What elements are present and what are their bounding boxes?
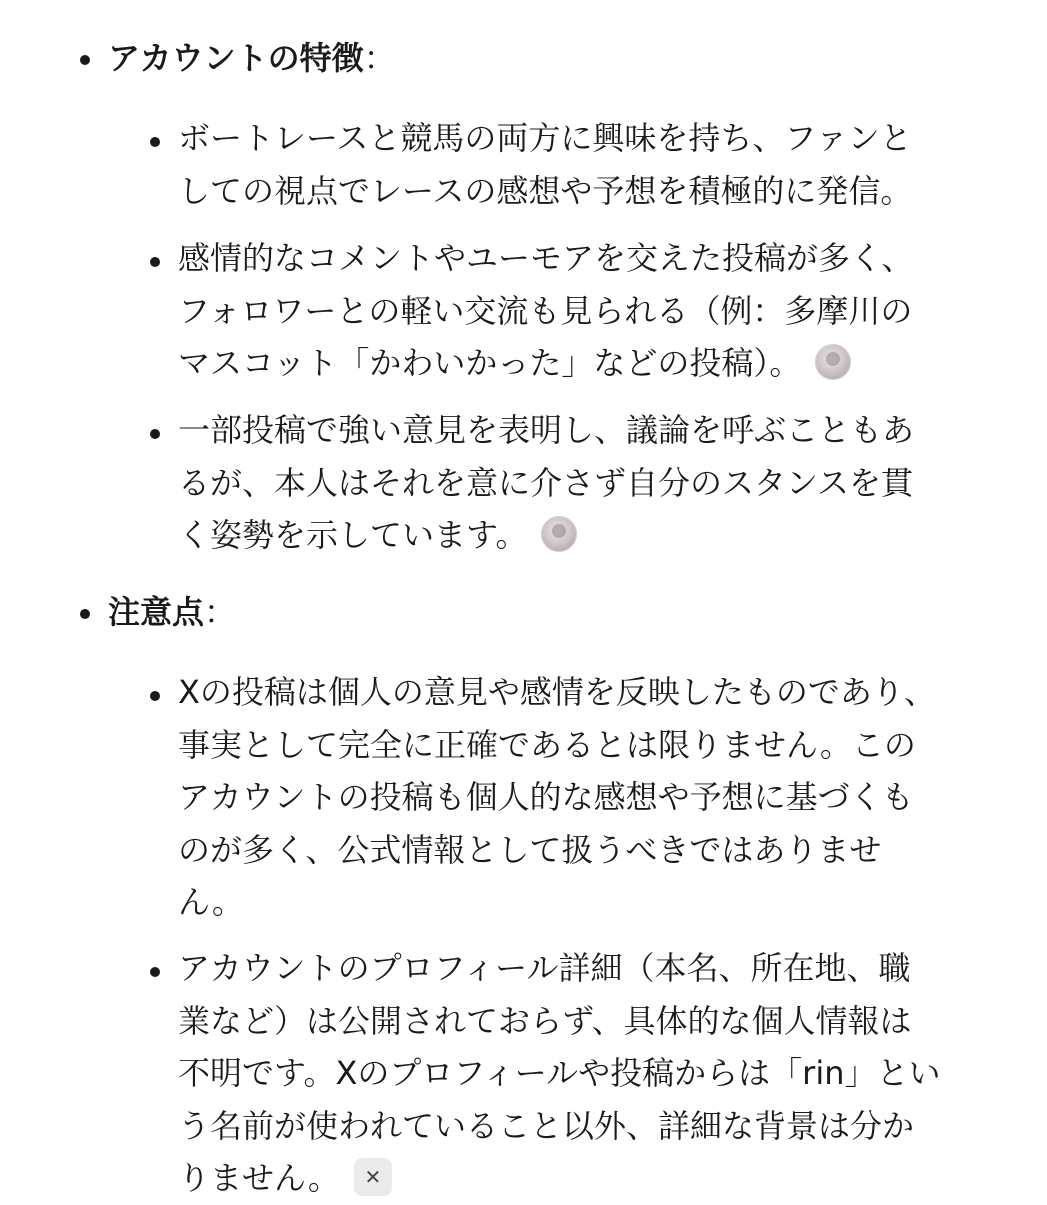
text-line: 感情的なコメントやユーモアを交えた投稿が多く、 bbox=[178, 239, 914, 277]
text-line: Xの投稿は個人の意見や感情を反映したものであり、 bbox=[178, 673, 936, 711]
bullet-icon bbox=[150, 429, 160, 439]
text-line: るが、本人はそれを意に介さず自分のスタンスを貫 bbox=[178, 463, 914, 502]
list-item-text bbox=[178, 232, 988, 390]
list-item-text bbox=[178, 112, 988, 217]
text-line: フォロワーとの軽い交流も見られる（例：多摩川の bbox=[178, 291, 913, 330]
list-item-text bbox=[178, 942, 988, 1205]
text-line-with-icon bbox=[178, 1152, 988, 1205]
heading-colon: ： bbox=[363, 39, 396, 77]
bullet-icon bbox=[80, 609, 90, 619]
section-heading-features bbox=[0, 30, 1000, 90]
text-line: ん。 bbox=[178, 883, 244, 921]
bullet-icon bbox=[150, 137, 160, 147]
text-line: りません。 bbox=[178, 1159, 340, 1197]
text-line-with-icon bbox=[178, 337, 988, 390]
section-heading-text bbox=[108, 584, 236, 640]
bullet-icon bbox=[80, 55, 90, 65]
section-heading-notes bbox=[0, 584, 1000, 644]
text-line: ボートレースと競馬の両方に興味を持ち、ファンと bbox=[178, 119, 912, 157]
text-line: く姿勢を示しています。 bbox=[178, 516, 528, 554]
text-line: 不明です。Xのプロフィールや投稿からは「rin」とい bbox=[178, 1054, 941, 1092]
section-heading-text bbox=[108, 30, 396, 86]
text-line: 一部投稿で強い意見を表明し、議論を呼ぶこともあ bbox=[178, 411, 915, 449]
text-line: う名前が使われていること以外、詳細な背景は分か bbox=[178, 1106, 915, 1145]
text-line: のが多く、公式情報として扱うべきではありませ bbox=[178, 830, 882, 869]
heading-label: 注意点 bbox=[108, 593, 205, 631]
heading-label: アカウントの特徴 bbox=[108, 39, 364, 77]
avatar-icon[interactable] bbox=[815, 344, 851, 380]
text-line: マスコット「かわいかった」などの投稿）。 bbox=[178, 344, 802, 382]
text-line: しての視点でレースの感想や予想を積極的に発信。 bbox=[178, 171, 913, 210]
bullet-icon bbox=[150, 257, 160, 267]
bullet-icon bbox=[150, 691, 160, 701]
text-line: アカウントの投稿も個人的な感想や予想に基づくも bbox=[178, 778, 914, 816]
text-line: 事実として完全に正確であるとは限りません。この bbox=[178, 725, 916, 764]
source-icon[interactable]: ✕ bbox=[354, 1158, 392, 1196]
bullet-icon bbox=[150, 967, 160, 977]
text-line-with-icon bbox=[178, 509, 988, 562]
avatar-icon[interactable] bbox=[541, 516, 577, 552]
text-line: アカウントのプロフィール詳細（本名、所在地、職 bbox=[178, 949, 911, 987]
heading-colon: ： bbox=[204, 593, 237, 631]
list-item-text bbox=[178, 404, 988, 562]
list-item-text bbox=[178, 666, 988, 929]
text-line: 業など）は公開されておらず、具体的な個人情報は bbox=[178, 1001, 912, 1040]
